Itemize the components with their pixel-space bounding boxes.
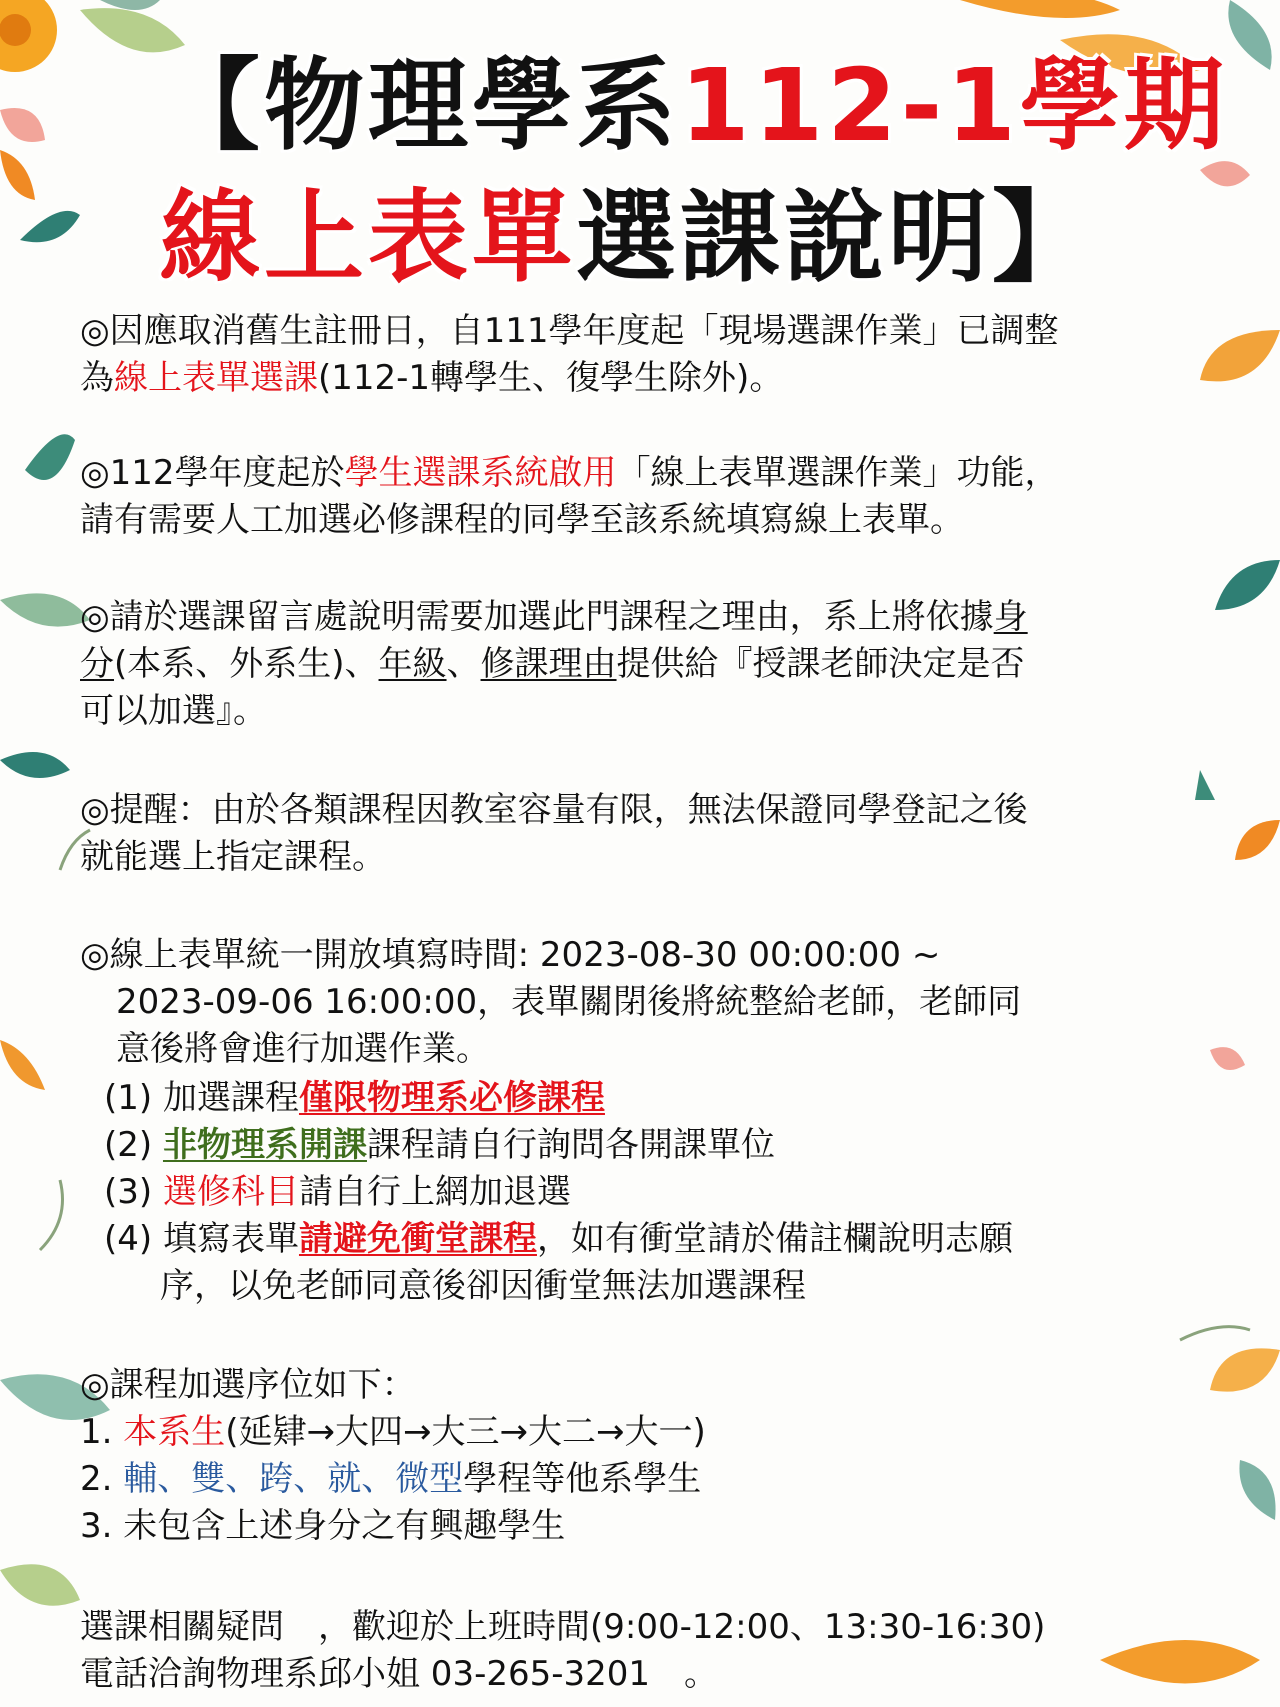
text: 提供給『授課老師決定是否 — [616, 644, 1025, 684]
text: 為 — [80, 358, 114, 398]
highlight-red: 本系生 — [123, 1412, 226, 1452]
para5-line1: ◎線上表單統一開放填寫時間: 2023-08-30 00:00:00 ~ — [80, 935, 941, 975]
highlight-green: 非物理系開課 — [162, 1125, 367, 1165]
title-red-part: 112-1學期 — [680, 47, 1228, 164]
text: 1. — [80, 1412, 124, 1452]
para5-item2 — [104, 1122, 775, 1169]
text: (2) — [104, 1125, 163, 1165]
para5-item4 — [104, 1216, 1013, 1263]
underlined-text: 分 — [80, 644, 114, 684]
para6-item1 — [80, 1409, 706, 1456]
text: 課程請自行詢問各開課單位 — [366, 1125, 775, 1165]
para3-line1 — [80, 594, 1028, 641]
contact-line1: 選課相關疑問 ，歡迎於上班時間(9:00-12:00、13:30-16:30) — [80, 1607, 1046, 1647]
para1-line1: ◎因應取消舊生註冊日，自111學年度起「現場選課作業」已調整 — [80, 311, 1059, 351]
text: 2. — [80, 1459, 124, 1499]
highlight-red: 線上表單選課 — [114, 358, 318, 398]
title-black-part: 選課說明】 — [576, 179, 1096, 296]
text: ，如有衝堂請於備註欄說明志願 — [536, 1219, 1013, 1259]
para4-line1: ◎提醒：由於各類課程因教室容量有限，無法保證同學登記之後 — [80, 790, 1028, 830]
para3-line2 — [80, 641, 1025, 688]
highlight-red: 學生選課系統啟用 — [344, 453, 617, 493]
highlight-red: 僅限物理系必修課程 — [298, 1078, 605, 1118]
para5-line3: 意後將會進行加選作業。 — [116, 1029, 490, 1069]
para6-item2 — [80, 1456, 701, 1503]
text: (112-1轉學生、復學生除外)。 — [318, 358, 784, 398]
contact-line2: 電話洽詢物理系邱小姐 03-265-3201 。 — [80, 1654, 719, 1694]
text: 「線上表單選課作業」功能， — [616, 453, 1059, 493]
highlight-red: 請避免衝堂課程 — [298, 1219, 537, 1259]
title-red-part: 線上表單 — [160, 179, 576, 296]
para6-heading: ◎課程加選序位如下： — [80, 1365, 416, 1405]
para1-line2 — [80, 355, 783, 402]
text: ◎112學年度起於 — [80, 453, 345, 493]
page-title-line1 — [160, 46, 1228, 166]
underlined-text: 年級 — [378, 644, 447, 684]
highlight-red: 選修科目 — [162, 1172, 299, 1212]
para4-line2: 就能選上指定課程。 — [80, 837, 386, 877]
para3-line3: 可以加選』。 — [80, 691, 267, 731]
text: ◎請於選課留言處說明需要加選此門課程之理由，系上將依據 — [80, 597, 994, 637]
para5-line2: 2023-09-06 16:00:00，表單關閉後將統整給老師，老師同 — [116, 982, 1022, 1022]
underlined-text: 修課理由 — [480, 644, 617, 684]
text: (延肄→大四→大三→大二→大一) — [225, 1412, 706, 1452]
text: (4) 填寫表單 — [104, 1219, 299, 1259]
para6-item3: 3. 未包含上述身分之有興趣學生 — [80, 1506, 566, 1546]
underlined-text: 身 — [993, 597, 1028, 637]
para5-item4-line2: 序，以免老師同意後卻因衝堂無法加選課程 — [160, 1266, 806, 1306]
text: 請自行上網加退選 — [298, 1172, 571, 1212]
text: 學程等他系學生 — [463, 1459, 702, 1499]
text: (本系、外系生)、 — [114, 644, 379, 684]
para5-item3 — [104, 1169, 571, 1216]
para2-line2: 請有需要人工加選必修課程的同學至該系統填寫線上表單。 — [80, 500, 964, 540]
para5-item1 — [104, 1075, 605, 1122]
highlight-blue: 輔、雙、跨、就、微型 — [123, 1459, 464, 1499]
text: (3) — [104, 1172, 163, 1212]
page-title-line2 — [160, 178, 1096, 298]
text: (1) 加選課程 — [104, 1078, 299, 1118]
title-black-part: 【物理學系 — [160, 47, 680, 164]
para2-line1 — [80, 450, 1059, 497]
text: 、 — [446, 644, 481, 684]
